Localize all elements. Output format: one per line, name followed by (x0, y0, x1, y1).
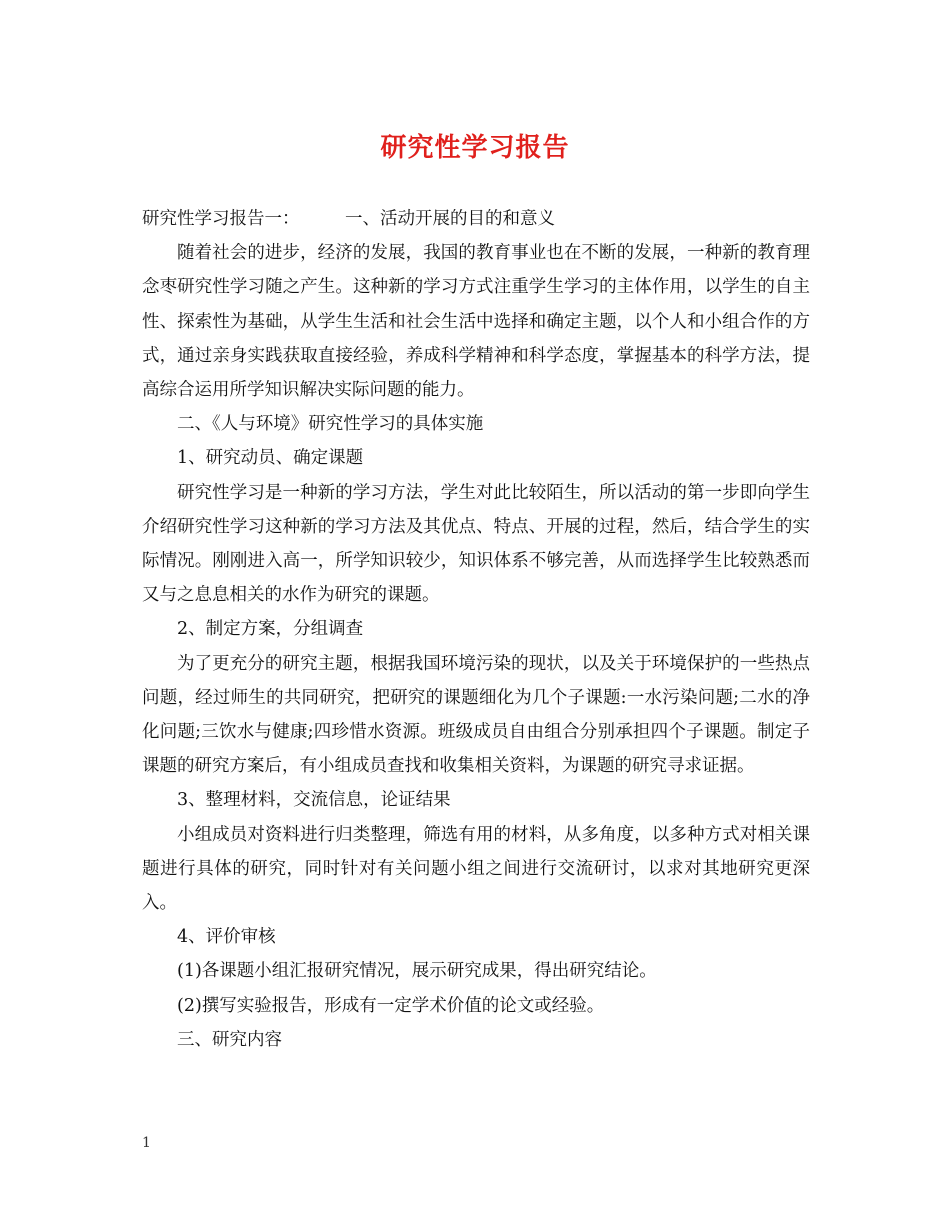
section-heading: 二、《人与环境》研究性学习的具体实施 (177, 414, 484, 435)
section-heading: 一、活动开展的目的和意义 (345, 209, 555, 229)
subsection-heading: 3、整理材料，交流信息，论证结果 (177, 790, 451, 811)
intro-label: 研究性学习报告一： (142, 209, 300, 229)
document-body (142, 202, 810, 1057)
paragraph: 小组成员对资料进行归类整理，筛选有用的材料，从多角度，以多种方式对相关课题进行具体的研究，同时针对有关问题小组之间进行交流研讨，以求对其地研究更深入。 (142, 824, 810, 914)
paragraph: 为了更充分的研究主题，根据我国环境污染的现状，以及关于环境保护的一些热点问题，经过师生的共同研究，把研究的课题细化为几个子课题:一水污染问题;二水的净化问题;三饮水与健康;四珍惜水资源。班级成员自由组合分别承担四个子课题。制定子课题的研究方案后，有小组成员查找和收集相关资料，为课题的研究寻求证据。 (142, 653, 810, 777)
subsection-heading: 4、评价审核 (177, 927, 276, 948)
subsection-heading: 2、制定方案，分组调查 (177, 619, 364, 640)
list-item: (1)各课题小组汇报研究情况，展示研究成果，得出研究结论。 (177, 961, 657, 982)
paragraph: 随着社会的进步，经济的发展，我国的教育事业也在不断的发展，一种新的教育理念枣研究性学习随之产生。这种新的学习方式注重学生学习的主体作用，以学生的自主性、探索性为基础，从学生生活和社会生活中选择和确定主题，以个人和小组合作的方式，通过亲身实践获取直接经验，养成科学精神和科学态度，掌握基本的科学方法，提高综合运用所学知识解决实际问题的能力。 (142, 243, 810, 401)
page-number: 1 (142, 1135, 151, 1151)
section-heading: 三、研究内容 (177, 1029, 282, 1050)
document-title: 研究性学习报告 (380, 133, 570, 163)
intro-line (142, 202, 810, 236)
paragraph: 研究性学习是一种新的学习方法，学生对此比较陌生，所以活动的第一步即向学生介绍研究性学习这种新的学习方法及其优点、特点、开展的过程，然后，结合学生的实际情况。刚刚进入高一，所学知识较少，知识体系不够完善，从而选择学生比较熟悉而又与之息息相关的水作为研究的课题。 (142, 482, 810, 606)
subsection-heading: 1、研究动员、确定课题 (177, 448, 364, 469)
list-item: (2)撰写实验报告，形成有一定学术价值的论文或经验。 (177, 995, 605, 1016)
